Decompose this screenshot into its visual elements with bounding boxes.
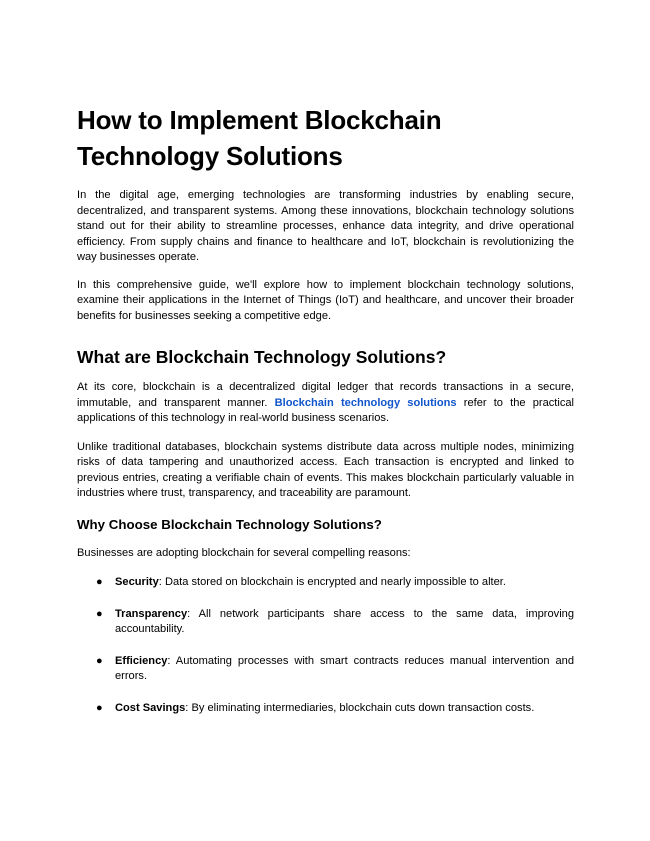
intro-paragraph-1: In the digital age, emerging technologies are transforming industries by enabling secure, decentralized, and transparent systems. Among these innovations, blockchain technology solutions stand out for their ability to streamline processes, enhance data integrity, and drive operational efficiency. From supply chains and finance to healthcare and IoT, blockchain is revolutionizing the way businesses operate. [77,189,574,263]
bullet-icon: ● [96,654,103,667]
bullet-text: : By eliminating intermediaries, blockchain cuts down transaction costs. [185,701,535,714]
section-heading-what-are: What are Blockchain Technology Solutions? [77,347,447,367]
page-title [77,102,574,174]
bullet-text: : Data stored on blockchain is encrypted and nearly impossible to alter. [158,576,506,588]
list-item [77,607,574,638]
document-page [77,102,574,732]
section1-paragraph-1 [77,380,574,427]
bullet-icon: ● [96,607,103,620]
section2-intro: Businesses are adopting blockchain for several compelling reasons: [77,546,411,559]
section-heading-why-choose: Why Choose Blockchain Technology Solutions? [77,516,382,532]
page-title-line-2: Technology Solutions [77,141,343,171]
benefits-list [77,575,574,716]
bullet-term: Security [115,576,159,588]
bullet-term: Cost Savings [115,701,186,714]
blockchain-solutions-link[interactable]: Blockchain technology solutions [274,396,457,409]
section1-p1-text-after: refer to the practical applications of this technology in real-world business scenarios. [77,396,575,424]
list-item [77,654,574,685]
list-item [77,701,574,717]
page-title-line-1: How to Implement Blockchain [77,105,442,135]
bullet-icon: ● [96,701,103,714]
bullet-term: Efficiency [115,654,168,667]
section1-p1-text-before: At its core, blockchain is a decentralized digital ledger that records transactions in a secure, immutable, and transparent manner. [77,381,574,409]
bullet-text: : All network participants share access to the same data, improving accountability. [115,607,574,635]
list-item [77,575,574,591]
bullet-icon: ● [96,576,103,588]
intro-paragraph-2: In this comprehensive guide, we'll explore how to implement blockchain technology solutions, examine their applications in the Internet of Things (IoT) and healthcare, and uncover their broader benefits for businesses seeking a competitive edge. [77,278,574,322]
bullet-text: : Automating processes with smart contracts reduces manual intervention and errors. [115,654,574,682]
section1-paragraph-2: Unlike traditional databases, blockchain systems distribute data across multiple nodes, minimizing risks of data tampering and unauthorized access. Each transaction is encrypted and linked to previous entries, creating a verifiable chain of events. This makes blockchain particularly valuable in industries where trust, transparency, and traceability are paramount. [77,440,574,499]
bullet-term: Transparency [115,607,188,620]
